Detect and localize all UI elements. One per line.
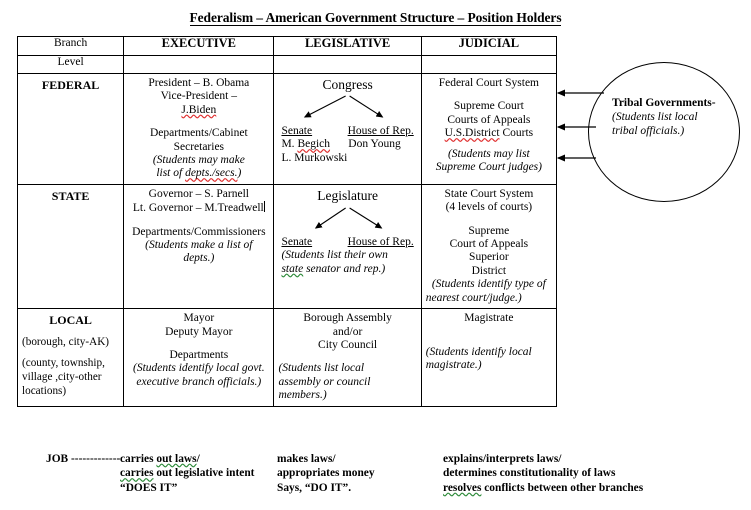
congress-split-arrows-icon xyxy=(278,93,416,123)
cell-local-executive xyxy=(124,309,274,406)
cell-federal-executive xyxy=(124,74,274,185)
job-judicial-column xyxy=(443,452,643,495)
local-legis-note-2: assembly or council xyxy=(278,375,371,388)
congress-branch-diagram xyxy=(278,77,416,123)
federal-senator-1-flag: Begich xyxy=(297,138,331,151)
local-exec-line-2: Deputy Mayor xyxy=(165,325,233,338)
state-exec-note-2: depts.) xyxy=(183,252,215,265)
federal-jud-item-2: Courts of Appeals xyxy=(447,113,531,126)
header-legislative: LEGISLATIVE xyxy=(274,37,421,56)
state-jud-heading: State Court System xyxy=(444,187,534,200)
state-exec-block2-1: Departments/Commissioners xyxy=(132,225,266,238)
spacer xyxy=(426,215,552,225)
header-branch: Branch xyxy=(18,37,124,56)
row-label-state-cell xyxy=(18,184,124,308)
job-legis-line-1: makes laws/ xyxy=(277,453,336,465)
job-exec-line-1-prefix: carries xyxy=(120,453,157,465)
row-label-local-cell xyxy=(18,309,124,406)
federal-exec-block2-2: Secretaries xyxy=(173,140,225,153)
state-exec-line-2: Lt. Governor – M.Treadwell xyxy=(132,202,264,215)
job-exec-line-1-suffix: / xyxy=(196,453,200,465)
table-header-row xyxy=(18,37,557,56)
federal-exec-note-2-prefix: list of xyxy=(156,167,186,180)
local-legis-line-3: City Council xyxy=(318,338,378,351)
federal-exec-block2-1: Departments/Cabinet xyxy=(149,127,248,140)
local-jud-heading: Magistrate xyxy=(464,312,514,325)
spacer xyxy=(128,339,269,349)
state-jud-item-4: District xyxy=(471,264,507,277)
local-legis-note-3: members.) xyxy=(278,389,327,402)
job-exec-line-2-flag: carries xyxy=(120,467,154,480)
header-judicial: JUDICIAL xyxy=(421,37,556,56)
job-legis-line-2: appropriates money xyxy=(277,467,375,480)
job-jud-line-3-flag: resolves xyxy=(443,481,482,494)
tribal-governments-title: Tribal Governments- xyxy=(612,97,716,109)
local-jud-note-1: (Students identify local xyxy=(425,345,532,358)
federal-exec-line-1: President – B. Obama xyxy=(148,77,250,89)
local-legis-note-1: (Students list local xyxy=(278,362,365,375)
job-legislative-column xyxy=(277,452,375,495)
legislature-split-arrows-icon xyxy=(278,204,416,234)
state-jud-subheading: (4 levels of courts) xyxy=(445,201,533,214)
row-label-state: STATE xyxy=(51,188,90,203)
cell-local-judicial xyxy=(421,309,556,406)
level-row-exec-empty xyxy=(124,56,274,74)
state-jud-item-1: Supreme xyxy=(468,224,510,237)
legislature-title: Legislature xyxy=(317,187,378,203)
text-cursor xyxy=(264,201,265,212)
table-level-row xyxy=(18,56,557,74)
spacer xyxy=(426,326,552,336)
job-jud-line-2: determines constitutionality of laws xyxy=(443,467,616,480)
job-exec-line-1-flag: out laws xyxy=(156,453,197,465)
federal-senator-2: L. Murkowski xyxy=(281,151,348,164)
local-legis-line-1: Borough Assembly xyxy=(303,312,392,325)
header-level: Level xyxy=(18,56,124,74)
cell-state-executive xyxy=(124,184,274,308)
job-exec-line-2-suffix: out legislative intent xyxy=(153,467,255,480)
state-jud-item-2: Court of Appeals xyxy=(449,238,529,251)
row-label-local: LOCAL xyxy=(49,313,92,328)
state-jud-note-2: nearest court/judge.) xyxy=(425,291,522,304)
cell-local-legislative xyxy=(274,309,421,406)
local-legis-line-2: and/or xyxy=(332,325,363,338)
federal-exec-line-3: J.Biden xyxy=(181,103,217,116)
federal-senate-label: Senate xyxy=(281,125,313,137)
row-label-federal-cell xyxy=(18,74,124,185)
job-label: JOB ------------- xyxy=(46,453,121,465)
state-legis-note-2-suffix: senator and rep.) xyxy=(303,262,386,275)
header-executive: EXECUTIVE xyxy=(124,37,274,56)
federal-jud-item-3-suffix: Courts xyxy=(499,127,534,140)
job-exec-line-3: “DOES IT” xyxy=(120,481,178,494)
federal-jud-item-3-flag: U.S.District xyxy=(444,127,500,140)
congress-title: Congress xyxy=(322,77,373,92)
job-section xyxy=(0,452,751,510)
state-exec-note-1: (Students make a list of xyxy=(145,239,253,252)
state-jud-note-1: (Students identify type of xyxy=(431,278,546,291)
spacer xyxy=(426,336,552,346)
state-jud-item-3: Superior xyxy=(469,251,509,264)
job-jud-line-3-suffix: conflicts between other branches xyxy=(481,481,644,494)
spacer xyxy=(128,117,269,127)
spacer xyxy=(18,328,123,335)
federal-jud-heading: Federal Court System xyxy=(438,77,539,89)
page-title xyxy=(0,10,751,26)
federal-exec-note-2-suffix: ) xyxy=(237,167,242,180)
spacer xyxy=(426,90,552,100)
state-senate-label: Senate xyxy=(281,235,313,248)
tribal-governments-note-1: (Students list local xyxy=(612,111,698,123)
local-note-1: (borough, city-AK) xyxy=(22,335,109,348)
page-title-text: Federalism – American Government Structure – Position Holders xyxy=(189,10,562,25)
tribal-governments-note-2: tribal officials.) xyxy=(612,125,685,137)
tribal-connector-arrows-icon xyxy=(552,80,612,180)
row-label-federal: FEDERAL xyxy=(41,78,100,92)
table-row xyxy=(18,309,557,406)
job-jud-line-1: explains/interprets laws/ xyxy=(443,453,562,465)
federal-jud-note-2: Supreme Court judges) xyxy=(435,161,542,174)
cell-federal-legislative xyxy=(274,74,421,185)
cell-state-judicial xyxy=(421,184,556,308)
spacer xyxy=(278,352,416,362)
federal-exec-note-1: (Students may make xyxy=(152,154,245,167)
local-jud-note-2: magistrate.) xyxy=(425,358,482,371)
legislature-branch-diagram xyxy=(278,188,416,234)
state-legis-note-1: (Students list their own xyxy=(281,249,388,262)
federal-senator-1-prefix: M. xyxy=(281,138,298,151)
local-note-2: (county, township, village ,city-other locations) xyxy=(22,356,105,397)
federal-rep-1: Don Young xyxy=(348,138,401,151)
spacer xyxy=(128,216,269,226)
job-legis-line-3: Says, “DO IT”. xyxy=(277,481,352,494)
table-row xyxy=(18,184,557,308)
federal-house-label: House of Rep. xyxy=(347,125,414,137)
cell-state-legislative xyxy=(274,184,421,308)
spacer xyxy=(426,141,552,148)
federal-exec-line-2: Vice-President – xyxy=(160,90,237,103)
local-exec-note-2: executive branch officials.) xyxy=(136,375,262,388)
spacer xyxy=(18,349,123,356)
cell-federal-judicial xyxy=(421,74,556,185)
level-row-legis-empty xyxy=(274,56,421,74)
local-exec-note-1: (Students identify local govt. xyxy=(133,362,265,375)
table-row xyxy=(18,74,557,185)
federal-exec-note-2-flag: depts./secs. xyxy=(185,167,238,180)
level-row-jud-empty xyxy=(421,56,556,74)
federal-jud-item-1: Supreme Court xyxy=(453,100,524,113)
local-exec-line-1: Mayor xyxy=(183,312,215,325)
state-legis-note-2-flag: state xyxy=(281,262,304,275)
local-exec-block2-1: Departments xyxy=(169,348,229,361)
tribal-governments-text xyxy=(612,96,730,138)
job-executive-column xyxy=(120,452,254,495)
government-structure-table xyxy=(17,36,557,407)
federal-jud-note-1: (Students may list xyxy=(447,147,530,160)
state-exec-line-1: Governor – S. Parnell xyxy=(148,187,249,200)
state-house-label: House of Rep. xyxy=(347,235,414,248)
